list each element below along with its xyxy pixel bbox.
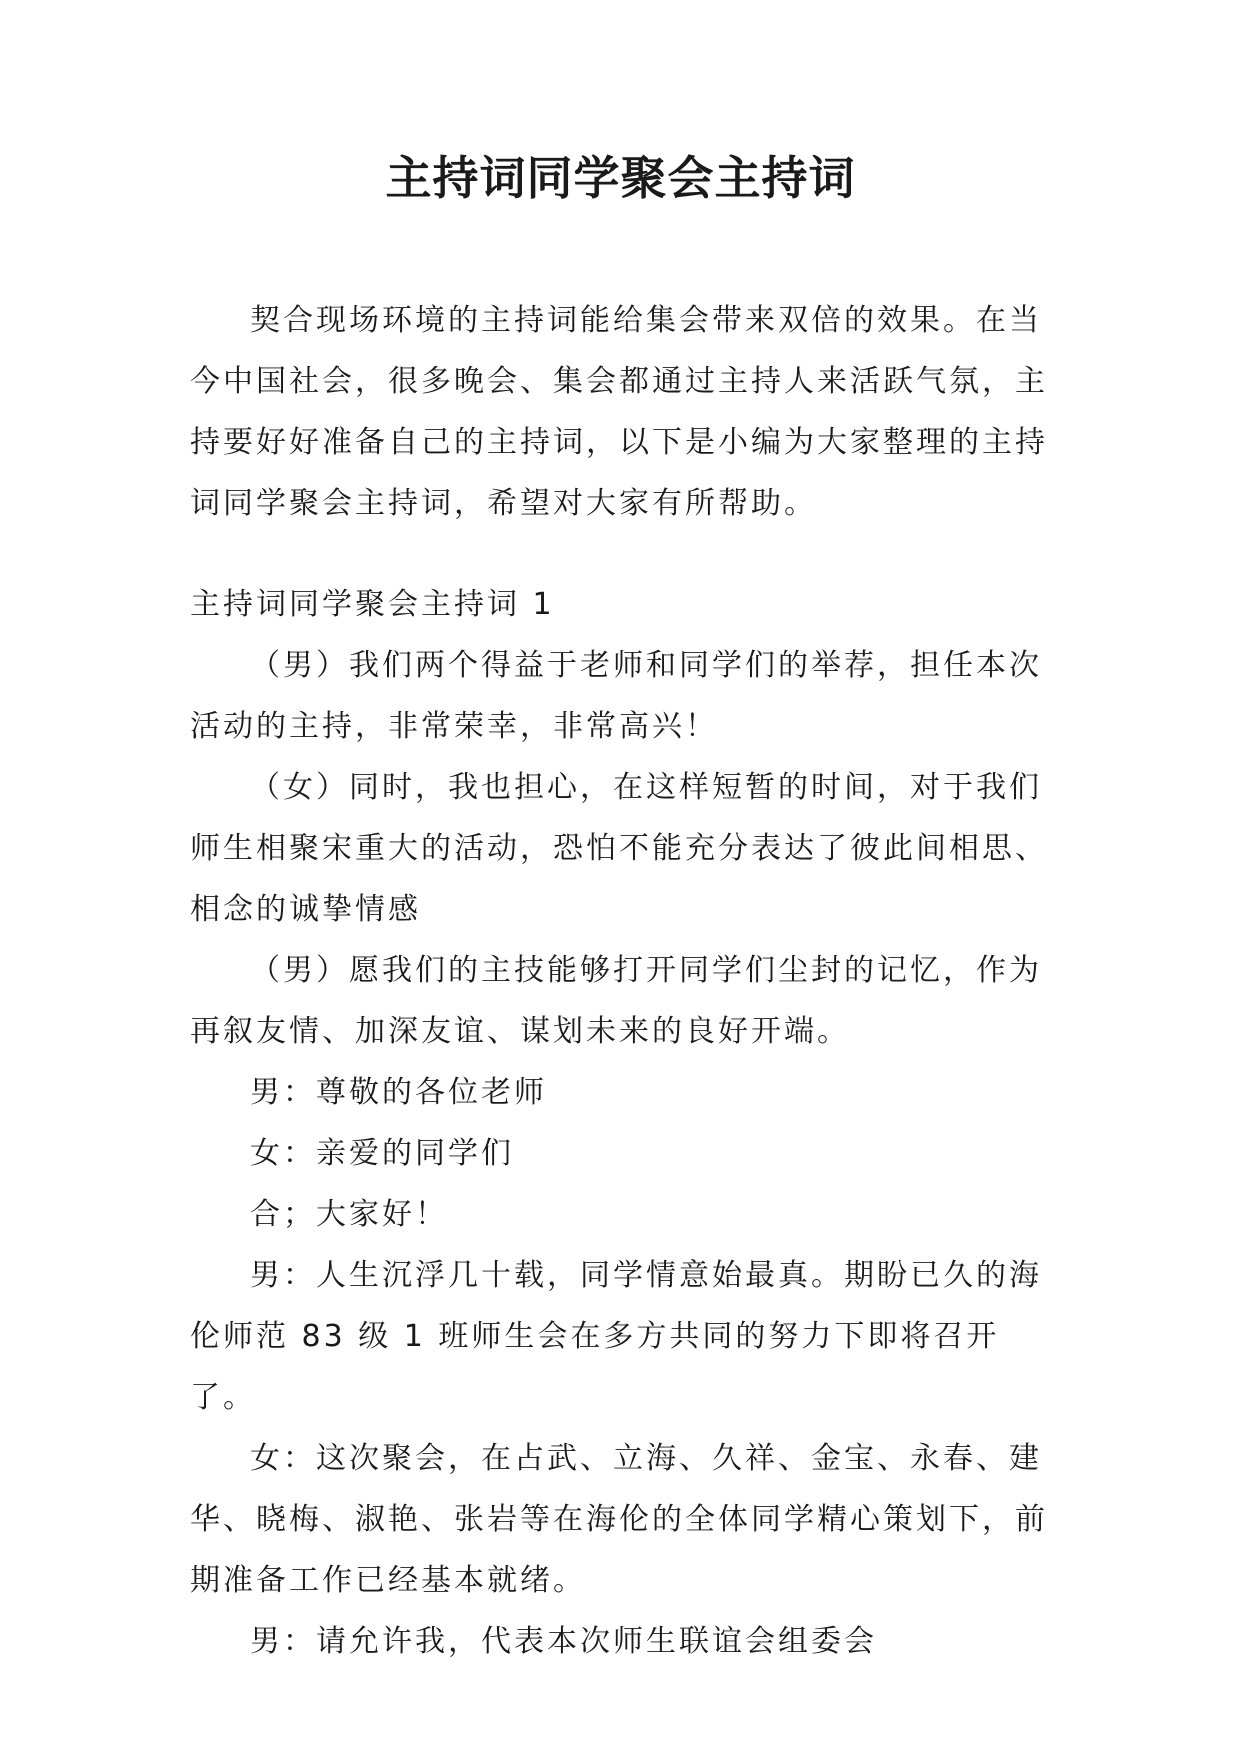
body-paragraph: （男）我们两个得益于老师和同学们的举荐，担任本次活动的主持，非常荣幸，非常高兴！ [190,648,1042,744]
body-paragraph: 合；大家好！ [250,1197,448,1232]
intro-paragraph: 契合现场环境的主持词能给集会带来双倍的效果。在当今中国社会，很多晚会、集会都通过主持人来活跃气氛，主持要好好准备自己的主持词，以下是小编为大家整理的主持词同学聚会主持词，希望对大家有所帮助。 [190,303,1048,521]
body-paragraph: 女：亲爱的同学们 [250,1136,514,1171]
document-title: 主持词同学聚会主持词 [385,151,856,205]
body-paragraph: 男：人生沉浮几十载，同学情意始最真。期盼已久的海伦师范 83 级 1 班师生会在多方共同的努力下即将召开了。 [190,1258,1042,1415]
body-paragraph: 男：请允许我，代表本次师生联谊会组委会 [250,1624,877,1659]
section-heading: 主持词同学聚会主持词 1 [190,587,555,622]
body-paragraph: （男）愿我们的主技能够打开同学们尘封的记忆，作为再叙友情、加深友谊、谋划未来的良好开端。 [190,953,1042,1049]
body-paragraph: （女）同时，我也担心，在这样短暂的时间，对于我们师生相聚宋重大的活动，恐怕不能充分表达了彼此间相思、相念的诚挚情感 [190,770,1048,927]
paragraph-gap [190,534,1060,574]
document-body [190,290,1060,1672]
body-paragraph: 男：尊敬的各位老师 [250,1075,547,1110]
body-paragraph: 女：这次聚会，在占武、立海、久祥、金宝、永春、建华、晓梅、淑艳、张岩等在海伦的全体同学精心策划下，前期准备工作已经基本就绪。 [190,1441,1048,1598]
